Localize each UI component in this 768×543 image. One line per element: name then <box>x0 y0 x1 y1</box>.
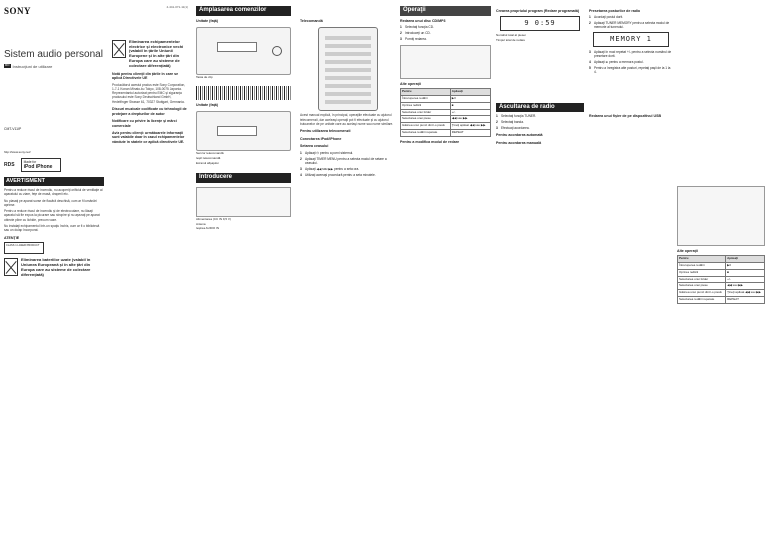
step: 1 Selectaţi funcţia TUNER. <box>496 114 584 118</box>
memory-display: MEMORY 1 <box>593 32 669 47</box>
ipod-badge <box>21 158 61 172</box>
crossed-bin-icon <box>112 40 126 58</box>
cell: ▶II <box>450 96 490 103</box>
barcode <box>196 86 291 100</box>
remote-illustration <box>318 27 378 111</box>
laser-label: CLASS 1 LASER PRODUCT <box>4 242 44 254</box>
logo-row <box>4 158 104 172</box>
legal-column <box>112 0 188 543</box>
step: 2 Apăsaţi TIMER MENU pentru a selecta modul de setare a ceasului. <box>300 157 395 165</box>
eu-note-heading: Notă pentru clienţii din ţările în care se aplică Directivele UE <box>112 71 179 81</box>
step: 2 Introduceţi un CD. <box>400 31 491 35</box>
cd-heading: Redarea unui disc CD/MP3 <box>400 18 446 23</box>
section-header-operations: Operaţii <box>400 6 491 16</box>
cell: Selectarea redării repetate <box>678 296 726 303</box>
cell: +/- <box>726 276 765 283</box>
callout: Ecranul afişajului <box>196 160 219 165</box>
cell: REPEAT <box>726 296 765 303</box>
equipment-disposal-heading: Eliminarea echipamentelor electrice şi electronice vechi (valabil în ţările Uniunii Europene şi în alte ţări din Europa care au sisteme de colectare diferenţiată) <box>129 38 184 68</box>
cd-steps <box>400 25 491 41</box>
usb-ops-column <box>677 0 765 543</box>
step: 2 Apăsaţi TUNER MEMORY pentru a selecta modul de memorie al tunerului. <box>589 21 673 29</box>
intro-item: Ieşirea AUDIO IN <box>196 226 220 231</box>
program-heading: Crearea propriului program (Redare programată) <box>496 9 580 13</box>
remote-column <box>300 0 395 543</box>
table-row <box>678 263 765 270</box>
table-row <box>401 102 491 109</box>
unit-front-illustration <box>196 27 291 75</box>
step: 3 Apăsaţi în mod repetat +/- pentru a selecta numărul de presetare dorit. <box>589 50 673 58</box>
cover-column <box>0 0 108 543</box>
step: 1 Acordaţi postul dorit. <box>589 15 673 19</box>
brand-logo: SONY <box>4 6 32 16</box>
battery-disposal-block <box>4 258 104 277</box>
table-row <box>678 269 765 276</box>
usb-other-heading: Alte operaţii <box>677 249 698 253</box>
cell: Oprirea redării <box>401 102 451 109</box>
cell: Selectarea unei piese <box>401 116 451 123</box>
cell: REPEAT <box>450 129 490 136</box>
table-row <box>678 296 765 303</box>
step: 4 Utilizaţi aceeaşi procedură pentru a seta minutele. <box>300 173 395 177</box>
ipod-made-label: Made for <box>23 159 37 164</box>
cell: ■ <box>450 102 490 109</box>
preset-heading: Presetarea posturilor de radio <box>589 9 641 13</box>
remote-label: Telecomandă <box>300 19 323 23</box>
table-row <box>678 276 765 283</box>
table-row <box>401 116 491 123</box>
other-ops-heading: Alte operaţii <box>400 81 421 86</box>
callout: Senzor telecomandă <box>196 151 224 156</box>
lcd-display: 9 0:59 <box>500 16 580 31</box>
cell: Găsirea unui punct dintr-o piesă <box>678 290 726 297</box>
table-header: Pentru <box>401 89 451 96</box>
table-row <box>678 290 765 297</box>
volume-knob <box>272 46 282 56</box>
product-title: Sistem audio personal <box>4 49 103 61</box>
cell: Selectarea unui folder <box>678 276 726 283</box>
subtitle-row <box>4 64 104 69</box>
controls-column <box>196 0 291 543</box>
subtitle: Instrucţiuni de utilizare <box>12 63 53 69</box>
crossed-bin-icon <box>4 258 18 276</box>
usb-heading: Redarea unui fişier de pe dispozitivul USB <box>589 114 662 119</box>
unit-front-label: Unitate (faţă) <box>196 18 218 23</box>
copyright-disc-heading: Discuri muzicale codificate cu tehnologii de protejare a drepturilor de autor <box>112 107 187 116</box>
step: 3 Efectuaţi acordarea. <box>496 126 584 130</box>
warning-header: AVERTISMENT <box>4 177 104 186</box>
equipment-disposal-block <box>112 40 188 69</box>
cell: Ţineţi apăsat ◀◀ sau ▶▶ <box>726 290 765 297</box>
sony-url: http://www.sony.net/ <box>4 150 31 154</box>
step: 5 Pentru a înregistra alte posturi, repetaţi paşii de la 1 la 4. <box>589 66 673 74</box>
table-row <box>401 129 491 136</box>
cell: ▶II <box>726 263 765 270</box>
table-row <box>401 96 491 103</box>
table-row <box>678 283 765 290</box>
cell: ◀◀ sau ▶▶ <box>726 283 765 290</box>
table-row <box>401 123 491 130</box>
remote-buttons <box>325 34 371 104</box>
intro-item: Antena <box>196 221 206 226</box>
cell: Găsirea unui punct dintr-o piesă <box>401 123 451 130</box>
step: 1 Apăsaţi ⏻ pentru a porni sistemul. <box>300 151 395 155</box>
callout: Ieşiri telecomandă <box>196 155 221 160</box>
lcd-label: Numărul total al piesei <box>496 33 526 38</box>
unit-back-illustration <box>196 111 291 151</box>
cell: Oprirea redării <box>678 269 726 276</box>
battery-disposal-heading: Eliminarea bateriilor uzate (valabil în Uniunea Europeană şi în alte ţări din Europa care au sisteme de colectare diferenţiată) <box>21 257 91 277</box>
cell: Ţineţi apăsat ◀◀ sau ▶▶ <box>450 123 490 130</box>
preset-steps-cont <box>589 50 673 74</box>
warning-paragraph: Pentru a reduce riscul de incendiu, nu acoperiţi orificiul de ventilaţie al aparatului cu ziare, feţe de masă, draperii etc. <box>4 187 103 197</box>
remote-note: Acest manual explică, în principal, operaţiile efectuate cu ajutorul telecomenzii, dar aceleaşi operaţii pot fi efectuate şi cu ajutorul butoanelor de pe unitate care au acelaşi nume sau nume similare. <box>300 113 394 127</box>
table-header: Apăsaţi <box>726 256 765 263</box>
manual-tune-heading: Pentru acordarea manuală <box>496 140 542 145</box>
usb-diagram <box>677 186 765 246</box>
step: 1 Selectaţi funcţia CD. <box>400 25 491 29</box>
program-column <box>496 0 584 543</box>
model-number: CMT-V11IP <box>4 126 22 131</box>
preset-steps <box>589 15 673 29</box>
table-row <box>401 109 491 116</box>
table-header: Apăsaţi <box>450 89 490 96</box>
ipod-connect-heading: Conectarea iPod/iPhone <box>300 136 342 141</box>
operations-column <box>400 0 491 543</box>
cd-ops-table <box>400 88 491 136</box>
connection-diagram <box>196 187 291 217</box>
ipod-name: iPod iPhone <box>23 163 53 170</box>
display-window <box>217 126 257 136</box>
callout: Tasta de clip <box>196 74 213 79</box>
caution-heading: ATENŢIE <box>4 235 20 240</box>
clock-steps <box>300 151 395 177</box>
warning-paragraph: Pentru a reduce riscul de incendiu şi de electrocutare, nu lăsaţi aparatul să fie expus la picurare sau stropire şi nu aşezaţi pe aparat obiecte pline cu lichide, precum vaze. <box>4 209 100 222</box>
cell: +/- <box>450 109 490 116</box>
section-header-controls: Amplasarea comenzilor <box>196 6 291 16</box>
step: 2 Selectaţi banda. <box>496 120 584 124</box>
section-header-intro: Introducere <box>196 173 291 183</box>
eu-note-text: Producătorul acestui produs este Sony Corporation, 1-7-1 Konan Minato-ku Tokyo, 108-0075 Japonia. Reprezentantul autorizat pentru EMC şi siguranţa produsului este Sony Deutschland GmbH, Hedelfinger Strasse 61, 70327 Stuttgart, Germania. <box>112 82 186 104</box>
preset-column <box>589 0 673 543</box>
clock-heading: Setarea ceasului <box>300 144 329 149</box>
rds-logo: RDS <box>4 161 15 168</box>
tuner-steps <box>496 114 584 130</box>
language-badge: RO <box>5 63 10 68</box>
intro-item: Alimentarea (CC IN 9,5 V) <box>196 216 231 221</box>
table-header: Pentru <box>678 256 726 263</box>
cd-diagram <box>400 45 491 79</box>
section-header-radio: Ascultarea de radio <box>496 103 584 113</box>
display-window <box>217 42 257 52</box>
cell: Selectarea redării repetate <box>401 129 451 136</box>
lcd-label: Timpul total de redare <box>496 37 526 42</box>
cell: Întreruperea redării <box>678 263 726 270</box>
step: 3 Porniţi redarea. <box>400 37 491 41</box>
cell: ■ <box>726 269 765 276</box>
step: 4 Apăsaţi ⊕ pentru a memora postul. <box>589 60 673 64</box>
step: 3 Apăsaţi ◀◀ sau ▶▶ pentru a seta ora. <box>300 167 395 171</box>
cell: Întreruperea redării <box>401 96 451 103</box>
usb-ops-table <box>677 255 765 303</box>
warning-paragraph: Nu plasaţi pe aparat surse de flacără deschisă, cum ar fi lumânări aprinse. <box>4 198 97 207</box>
cell: Selectarea unei piese <box>678 283 726 290</box>
warning-paragraph: Nu instalaţi echipamentul într-un spaţiu închis, cum ar fi o bibliotecă sau un dulap încorporat. <box>4 224 100 233</box>
unit-back-label: Unitate (faţă) <box>196 102 218 107</box>
customer-notice-heading: Aviz pentru clienţi: următoarele informaţii sunt valabile doar în cazul echipamentelor vândute în statele ce aplică directivele UE. <box>112 131 185 144</box>
cell: ◀◀ sau ▶▶ <box>450 116 490 123</box>
part-number: 4-441-071-11(1) <box>166 5 188 9</box>
auto-tune-heading: Pentru acordarea automată <box>496 133 543 138</box>
license-heading: Notificare cu privire la licenţe şi mărci comerciale <box>112 119 177 128</box>
cell: Selectarea unui folder <box>401 109 451 116</box>
remote-battery-heading: Pentru utilizarea telecomenzii <box>300 129 351 134</box>
play-mode-heading: Pentru a modifica modul de redare <box>400 139 460 144</box>
